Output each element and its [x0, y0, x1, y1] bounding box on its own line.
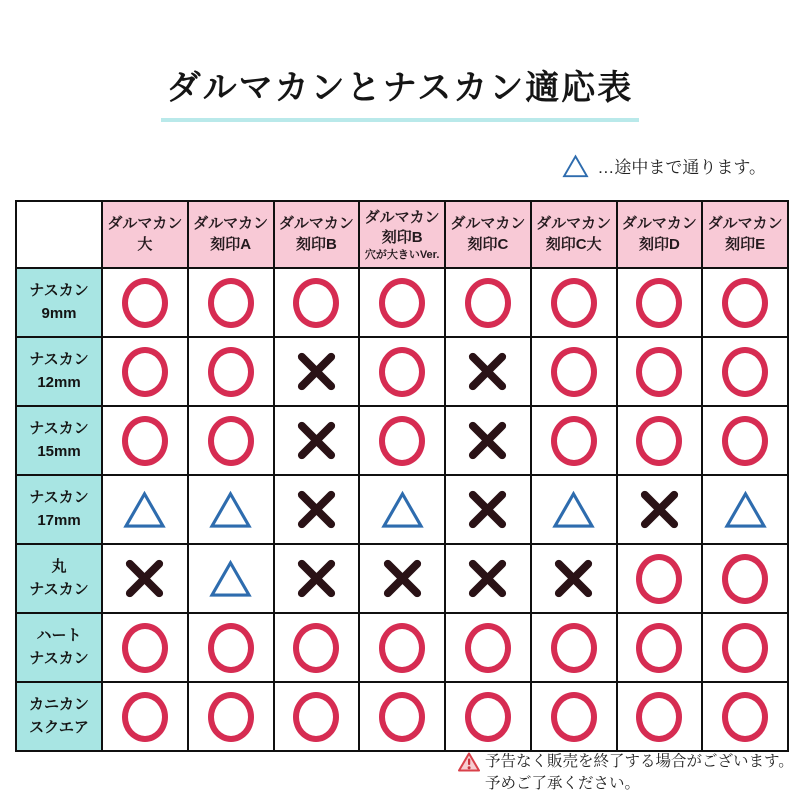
- circle-symbol: [379, 623, 425, 673]
- table-cell: [274, 682, 360, 751]
- triangle-symbol: [724, 490, 767, 529]
- compatibility-table: [15, 200, 789, 752]
- table-row: [16, 682, 788, 751]
- circle-symbol: [465, 278, 511, 328]
- table-cell: [445, 268, 531, 337]
- table-cell: [102, 613, 188, 682]
- x-symbol: [464, 417, 511, 464]
- circle-symbol: [465, 692, 511, 742]
- circle-symbol: [722, 554, 768, 604]
- table-cell: [102, 475, 188, 544]
- circle-symbol: [208, 347, 254, 397]
- table-cell: [102, 682, 188, 751]
- table-cell: [531, 406, 617, 475]
- triangle-legend-icon: [562, 154, 589, 178]
- circle-symbol: [636, 554, 682, 604]
- x-symbol: [464, 555, 511, 602]
- legend-text: …途中まで通ります。: [597, 158, 766, 177]
- circle-symbol: [293, 692, 339, 742]
- row-header: ナスカン 15mm: [16, 406, 102, 475]
- table-cell: [702, 268, 788, 337]
- table-cell: [702, 475, 788, 544]
- table-cell: [617, 268, 703, 337]
- warning-icon: [458, 752, 480, 772]
- circle-symbol: [379, 692, 425, 742]
- table-cell: [359, 475, 445, 544]
- table-cell: [274, 337, 360, 406]
- circle-symbol: [551, 623, 597, 673]
- triangle-symbol: [381, 490, 424, 529]
- triangle-symbol: [552, 490, 595, 529]
- circle-symbol: [122, 278, 168, 328]
- circle-symbol: [208, 623, 254, 673]
- circle-symbol: [208, 692, 254, 742]
- table-cell: [102, 406, 188, 475]
- circle-symbol: [636, 692, 682, 742]
- table-cell: [188, 613, 274, 682]
- table-cell: [188, 337, 274, 406]
- table-cell: [445, 613, 531, 682]
- table-body: [16, 268, 788, 751]
- table-cell: [445, 475, 531, 544]
- table-cell: [702, 544, 788, 613]
- circle-symbol: [208, 416, 254, 466]
- x-symbol: [121, 555, 168, 602]
- column-header: ダルマカン 大: [102, 201, 188, 268]
- table-cell: [617, 682, 703, 751]
- circle-symbol: [122, 623, 168, 673]
- x-symbol: [293, 555, 340, 602]
- table-row: [16, 268, 788, 337]
- circle-symbol: [293, 623, 339, 673]
- table-cell: [102, 544, 188, 613]
- table-cell: [531, 475, 617, 544]
- table-row: [16, 613, 788, 682]
- legend: [562, 153, 766, 178]
- table-row: [16, 406, 788, 475]
- x-symbol: [464, 486, 511, 533]
- footer-line-2: 予めご了承ください。: [485, 775, 641, 793]
- table-cell: [445, 544, 531, 613]
- table-cell: [102, 337, 188, 406]
- table-cell: [531, 544, 617, 613]
- table-cell: [359, 682, 445, 751]
- table-cell: [102, 268, 188, 337]
- table-cell: [531, 682, 617, 751]
- table-cell: [617, 475, 703, 544]
- table-cell: [617, 613, 703, 682]
- table-cell: [359, 406, 445, 475]
- table-cell: [188, 406, 274, 475]
- table-cell: [617, 337, 703, 406]
- table-cell: [702, 337, 788, 406]
- corner-cell: [16, 201, 102, 268]
- header-row: [16, 201, 788, 268]
- circle-symbol: [293, 278, 339, 328]
- footer-text: [485, 751, 794, 796]
- triangle-symbol: [209, 490, 252, 529]
- triangle-symbol: [123, 490, 166, 529]
- column-header: ダルマカン 刻印E: [702, 201, 788, 268]
- x-symbol: [293, 348, 340, 395]
- circle-symbol: [722, 347, 768, 397]
- table-cell: [274, 613, 360, 682]
- circle-symbol: [465, 623, 511, 673]
- circle-symbol: [551, 278, 597, 328]
- table-cell: [274, 475, 360, 544]
- table-row: [16, 544, 788, 613]
- table-row: [16, 337, 788, 406]
- table-cell: [617, 544, 703, 613]
- table-cell: [359, 337, 445, 406]
- page-title: ダルマカンとナスカン適応表: [161, 60, 640, 122]
- triangle-symbol: [209, 559, 252, 598]
- circle-symbol: [551, 347, 597, 397]
- footer-line-1: 予告なく販売を終了する場合がございます。: [485, 753, 794, 770]
- row-header: ハート ナスカン: [16, 613, 102, 682]
- table-cell: [274, 268, 360, 337]
- row-header: 丸 ナスカン: [16, 544, 102, 613]
- circle-symbol: [722, 692, 768, 742]
- table-cell: [445, 337, 531, 406]
- x-symbol: [464, 348, 511, 395]
- footer-note: [458, 751, 794, 796]
- table-cell: [702, 682, 788, 751]
- row-header: カニカン スクエア: [16, 682, 102, 751]
- column-header: ダルマカン 刻印A: [188, 201, 274, 268]
- circle-symbol: [379, 347, 425, 397]
- column-header-note: 穴が大きいVer.: [364, 249, 440, 262]
- row-header: ナスカン 17mm: [16, 475, 102, 544]
- table-cell: [445, 406, 531, 475]
- circle-symbol: [636, 278, 682, 328]
- table-cell: [188, 475, 274, 544]
- table-cell: [274, 406, 360, 475]
- circle-symbol: [122, 692, 168, 742]
- circle-symbol: [636, 347, 682, 397]
- title-wrap: [0, 60, 800, 122]
- row-header: ナスカン 9mm: [16, 268, 102, 337]
- circle-symbol: [379, 416, 425, 466]
- circle-symbol: [551, 416, 597, 466]
- table-cell: [617, 406, 703, 475]
- circle-symbol: [636, 416, 682, 466]
- column-header: ダルマカン 刻印D: [617, 201, 703, 268]
- table-head: [16, 201, 788, 268]
- table-cell: [445, 682, 531, 751]
- table-cell: [531, 613, 617, 682]
- circle-symbol: [722, 278, 768, 328]
- table-cell: [531, 337, 617, 406]
- circle-symbol: [551, 692, 597, 742]
- table-row: [16, 475, 788, 544]
- circle-symbol: [636, 623, 682, 673]
- circle-symbol: [122, 416, 168, 466]
- table-cell: [188, 544, 274, 613]
- row-header: ナスカン 12mm: [16, 337, 102, 406]
- x-symbol: [636, 486, 683, 533]
- column-header: ダルマカン 刻印B: [274, 201, 360, 268]
- table-cell: [531, 268, 617, 337]
- circle-symbol: [379, 278, 425, 328]
- x-symbol: [293, 417, 340, 464]
- circle-symbol: [722, 623, 768, 673]
- x-symbol: [379, 555, 426, 602]
- x-symbol: [550, 555, 597, 602]
- circle-symbol: [122, 347, 168, 397]
- circle-symbol: [208, 278, 254, 328]
- table-cell: [188, 268, 274, 337]
- column-header: ダルマカン 刻印B 穴が大きいVer.: [359, 201, 445, 268]
- table-cell: [702, 406, 788, 475]
- x-symbol: [293, 486, 340, 533]
- table-cell: [359, 613, 445, 682]
- table-cell: [702, 613, 788, 682]
- table-cell: [274, 544, 360, 613]
- table-cell: [188, 682, 274, 751]
- column-header: ダルマカン 刻印C: [445, 201, 531, 268]
- column-header: ダルマカン 刻印C大: [531, 201, 617, 268]
- table-cell: [359, 544, 445, 613]
- table-cell: [359, 268, 445, 337]
- circle-symbol: [722, 416, 768, 466]
